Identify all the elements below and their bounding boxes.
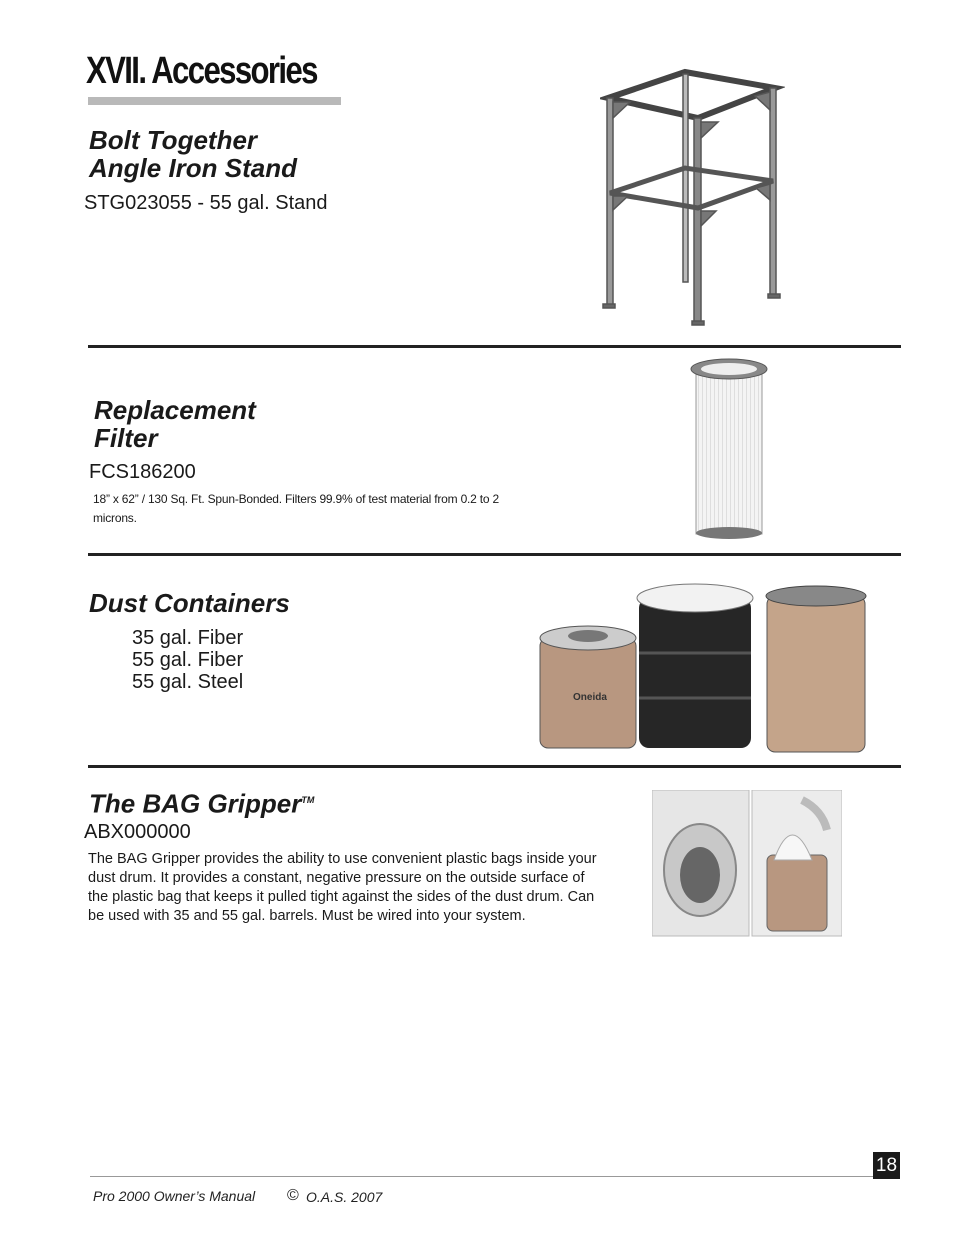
bag-gripper-part-number: ABX000000 <box>84 821 191 843</box>
stand-heading <box>89 126 297 182</box>
footer-copyright: O.A.S. 2007 <box>306 1189 383 1205</box>
list-item: 55 gal. Steel <box>132 671 244 693</box>
filter-image <box>686 355 776 545</box>
filter-part-number: FCS186200 <box>89 461 196 483</box>
containers-heading: Dust Containers <box>89 588 290 618</box>
list-item: 55 gal. Fiber <box>132 649 244 671</box>
title-underline <box>88 97 341 105</box>
filter-description: 18” x 62” / 130 Sq. Ft. Spun-Bonded. Filters 99.9% of test material from 0.2 to 2 microns. <box>93 492 500 525</box>
stand-heading-line2: Angle Iron Stand <box>89 153 297 183</box>
copyright-icon: © <box>287 1187 299 1204</box>
section-divider <box>88 553 901 556</box>
bag-gripper-image <box>652 790 842 938</box>
section-divider <box>88 345 901 348</box>
containers-image <box>535 578 875 756</box>
section-divider <box>88 765 901 768</box>
stand-image <box>600 68 785 330</box>
stand-heading-line1: Bolt Together <box>89 125 258 155</box>
footer-manual-title: Pro 2000 Owner’s Manual <box>93 1188 256 1204</box>
bag-gripper-description: The BAG Gripper provides the ability to use convenient plastic bags inside your dust drum. It provides a constant, negative pressure on the outside surface of the plastic bag that keeps it pulled tight against the sides of the dust drum. Can be used with 35 and 55 gal. barrels. Must be wired into your system. <box>88 851 597 924</box>
trademark-symbol: TM <box>301 795 315 805</box>
footer-divider <box>90 1176 873 1177</box>
drum-label: Oneida <box>573 692 607 703</box>
filter-heading-line1: Replacement <box>94 395 256 425</box>
bag-gripper-heading <box>89 786 314 818</box>
page-title: XVII. Accessories <box>86 50 317 92</box>
filter-heading <box>94 396 256 452</box>
bag-gripper-title: The BAG Gripper <box>89 788 302 819</box>
containers-list <box>132 627 243 693</box>
page-number: 18 <box>873 1152 900 1179</box>
list-item: 35 gal. Fiber <box>132 627 244 649</box>
filter-heading-line2: Filter <box>94 423 158 453</box>
stand-part-number: STG023055 - 55 gal. Stand <box>84 192 328 214</box>
